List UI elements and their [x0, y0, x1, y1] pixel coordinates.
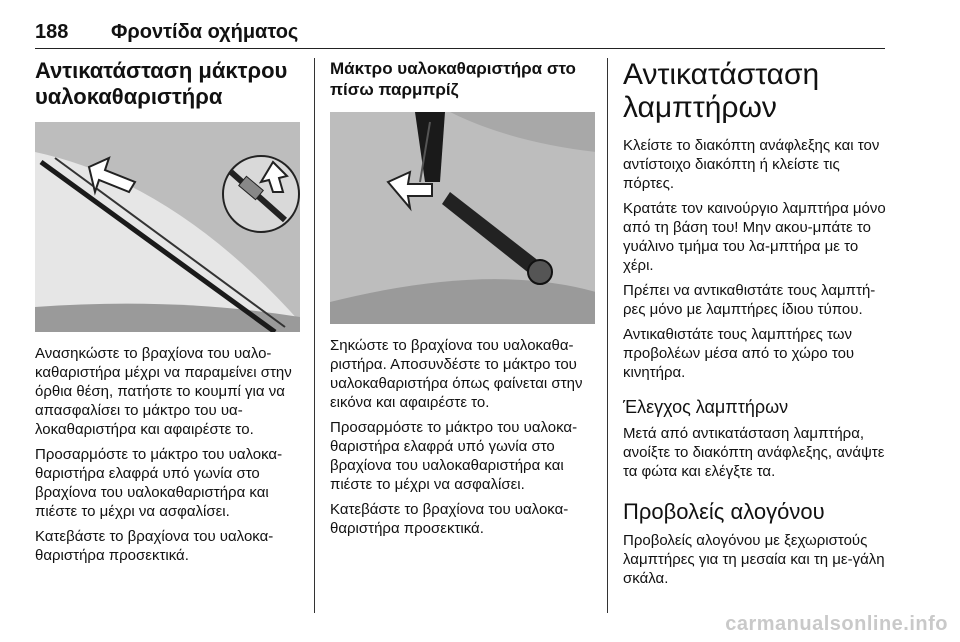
front-wiper-illustration: [35, 122, 300, 332]
watermark: carmanualsonline.info: [725, 613, 948, 635]
section-heading: Μάκτρο υαλοκαθαριστήρα στο πίσω παρμπρίζ: [330, 59, 576, 99]
column-divider: [314, 58, 315, 613]
paragraph: Κατεβάστε το βραχίονα του υαλοκα-θαριστήρα προσεκτικά.: [330, 501, 569, 537]
paragraph: Κατεβάστε το βραχίονα του υαλοκα-θαριστήρα προσεκτικά.: [35, 528, 274, 564]
paragraph: Προσαρμόστε το μάκτρο του υαλοκα-θαριστήρα ελαφρά υπό γωνία στο βραχίονα του υαλοκαθαριστήρα και πιέστε το μέχρι να ασφαλίσει.: [35, 446, 283, 520]
page-number: 188: [35, 21, 69, 43]
page-header: [35, 10, 885, 49]
subsection-heading: Έλεγχος λαμπτήρων: [623, 397, 789, 417]
section-heading: Αντικατάσταση μάκτρου υαλοκαθαριστήρα: [35, 58, 288, 109]
paragraph: Μετά από αντικατάσταση λαμπτήρα, ανοίξτε το διακόπτη ανάφλεξης, ανάψτε τα φώτα και ελέγξτε τα.: [623, 425, 885, 480]
subsection-heading: Προβολείς αλογόνου: [623, 499, 825, 524]
rear-wiper-illustration: [330, 112, 595, 324]
paragraph: Προβολείς αλογόνου με ξεχωριστούς λαμπτήρες για τη μεσαία και τη με-γάλη σκάλα.: [623, 532, 885, 587]
paragraph: Προσαρμόστε το μάκτρο του υαλοκα-θαριστήρα ελαφρά υπό γωνία στο βραχίονα του υαλοκαθαριστήρα και πιέστε το μέχρι να ασφαλίσει.: [330, 419, 578, 493]
paragraph: Ανασηκώστε το βραχίονα του υαλο-καθαριστήρα μέχρι να παραμείνει στην όρθια θέση, πατήστε το κουμπί για να απασφαλίσει το μάκτρο του υα-λοκαθαριστήρα και αφαιρέστε το.: [35, 345, 292, 438]
column-front-wiper: [35, 58, 300, 565]
paragraph: Αντικαθιστάτε τους λαμπτήρες των προβολέων μέσα από το χώρο του κινητήρα.: [623, 326, 855, 381]
column-rear-wiper: [330, 58, 596, 538]
paragraph: Σηκώστε το βραχίονα του υαλοκαθα-ριστήρα. Αποσυνδέστε το μάκτρο του υαλοκαθαριστήρα όπως φαίνεται στην εικόνα και αφαιρέστε το.: [330, 337, 583, 411]
column-divider: [607, 58, 608, 613]
section-heading: Αντικατάσταση λαμπτήρων: [623, 58, 820, 124]
running-title: Φροντίδα οχήματος: [111, 21, 299, 43]
paragraph: Πρέπει να αντικαθιστάτε τους λαμπτή-ρες μόνο με λαμπτήρες ίδιου τύπου.: [623, 282, 876, 318]
paragraph: Κρατάτε τον καινούργιο λαμπτήρα μόνο από τη βάση του! Μην ακου-μπάτε το γυάλινο τμήμα του λα-μπτήρα με το χέρι.: [623, 200, 886, 274]
column-bulb-replacement: [623, 58, 888, 588]
paragraph: Κλείστε το διακόπτη ανάφλεξης και τον αντίστοιχο διακόπτη ή κλείστε τις πόρτες.: [623, 137, 880, 192]
